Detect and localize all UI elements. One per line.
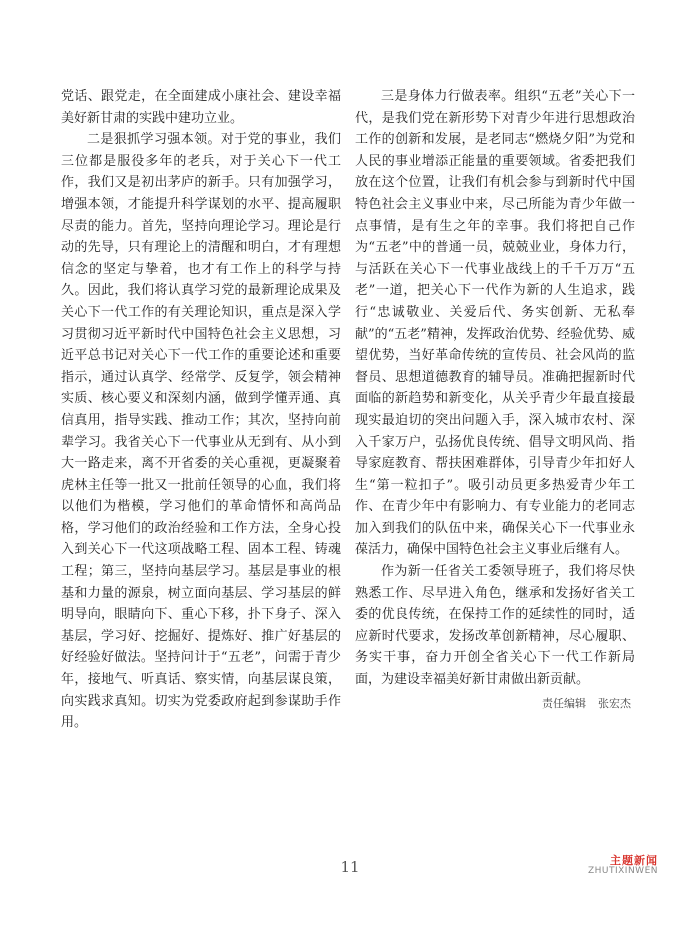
left-column	[61, 86, 341, 734]
paragraph-example: 三是身体力行做表率。组织“五老”关心下一代，是我们党在新形势下对青少年进行思想政治工作的创新和发展，是老同志“燃烧夕阳”为党和人民的事业增添正能量的重要领域。省委把我们放在这个位置，让我们有机会参与到新时代中国特色社会主义事业中来，尽己所能为青少年做一点事情，是有生之年的幸事。我们将把自己作为“五老”中的普通一员，兢兢业业，身体力行，与活跃在关心下一代事业战线上的千千万万“五老”一道，把关心下一代作为新的人生追求，践行“忠诚敬业、关爱后代、务实创新、无私奉献”的“五老”精神，发挥政治优势、经验优势、威望优势，当好革命传统的宣传员、社会风尚的监督员、思想道德教育的辅导员。准确把握新时代面临的新趋势和新变化，从关乎青少年最直接最现实最迫切的突出问题入手，深入城市农村、深入千家万户，弘扬优良传统、倡导文明风尚、指导家庭教育、帮扶困难群体，引导青少年扣好人生“第一粒扣子”。吸引动员更多热爱青少年工作、在青少年中有影响力、有专业能力的老同志加入到我们的队伍中来，确保关心下一代事业永葆活力，确保中国特色社会主义事业后继有人。	[355, 89, 635, 558]
page-number: 11	[340, 858, 360, 876]
paragraph-continued: 党话、跟党走，在全面建成小康社会、建设幸福美好新甘肃的实践中建功立业。	[61, 89, 341, 126]
brand-cn: 主题新闻	[610, 854, 658, 867]
right-column	[355, 86, 635, 714]
paragraph-conclusion: 作为新一任省关工委领导班子，我们将尽快熟悉工作、尽早进入角色，继承和发扬好省关工委的优良传统，在保持工作的延续性的同时，适应新时代要求，发扬改革创新精神，尽心履职、务实干事，奋力开创全省关心下一代工作新局面，为建设幸福美好新甘肃做出新贡献。	[355, 564, 635, 688]
editor-credit	[355, 693, 635, 715]
editor-label: 责任编辑	[542, 696, 586, 710]
brand-logo	[588, 855, 658, 877]
paragraph-study: 二是狠抓学习强本领。对于党的事业，我们三位都是服役多年的老兵，对于关心下一代工作，我们又是初出茅庐的新手。只有加强学习，增强本领，才能提升科学谋划的水平、提高履职尽责的能力。首先，坚持向理论学习。理论是行动的先导，只有理论上的清醒和明白，才有理想信念的坚定与挚着，也才有工作上的科学与持久。因此，我们将认真学习党的最新理论成果及关心下一代工作的有关理论知识，重点是深入学习贯彻习近平新时代中国特色社会主义思想，习近平总书记对关心下一代工作的重要论述和重要指示，通过认真学、经常学、反复学，领会精神实质、核心要义和深刻内涵，做到学懂弄通、真信真用，指导实践、推动工作；其次，坚持向前辈学习。我省关心下一代事业从无到有、从小到大一路走来，离不开省委的关心重视，更凝聚着虎林主任等一批又一批前任领导的心血，我们将以他们为楷模，学习他们的革命情怀和高尚品格，学习他们的政治经验和工作方法，全身心投入到关心下一代这项战略工程、固本工程、铸魂工程；第三，坚持向基层学习。基层是事业的根基和力量的源泉，树立面向基层、学习基层的鲜明导向，眼睛向下、重心下移，扑下身子、深入基层，学习好、挖掘好、提炼好、推广好基层的好经验好做法。坚持问计于“五老”，问需于青少年，接地气、听真话、察实情，向基层谋良策，向实践求真知。切实为党委政府起到参谋助手作用。	[61, 132, 341, 731]
brand-pinyin: ZHUTIXINWEN	[587, 866, 658, 877]
editor-name: 张宏杰	[598, 696, 631, 710]
